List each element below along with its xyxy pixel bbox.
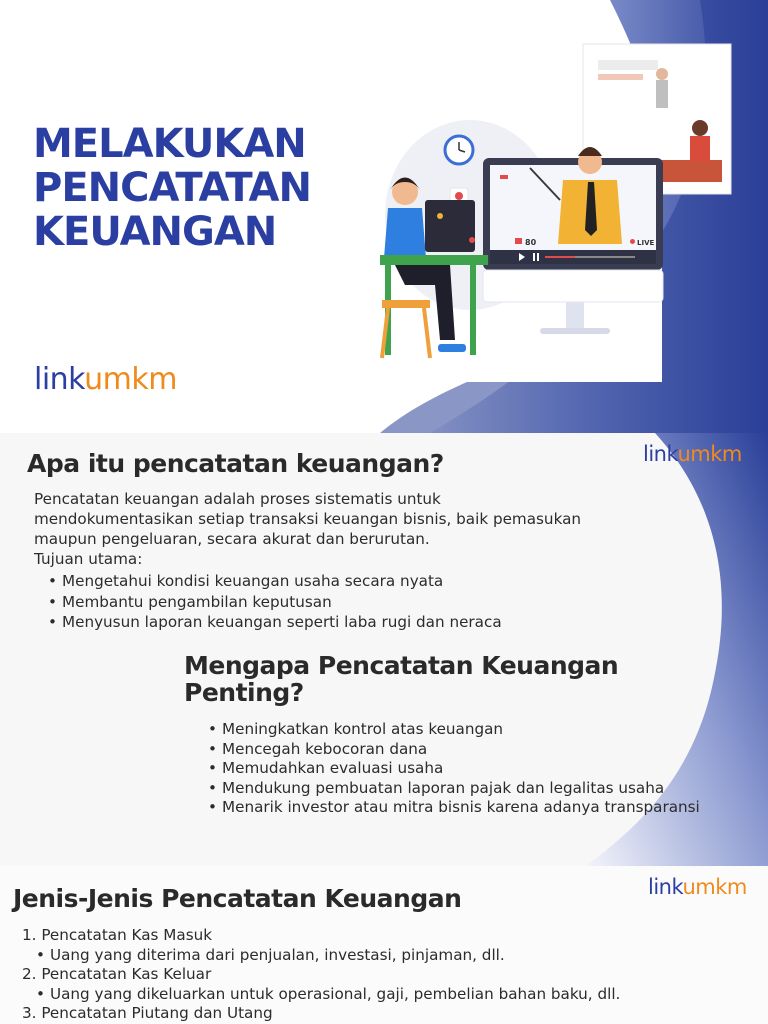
list-item: • Meningkatkan kontrol atas keuangan	[208, 720, 700, 740]
desk-leg	[470, 265, 476, 355]
list-item: 3. Pencatatan Piutang dan Utang	[22, 1004, 273, 1023]
logo-text-umkm: umkm	[682, 875, 747, 899]
list-item: • Mendukung pembuatan laporan pajak dan legalitas usaha	[208, 779, 700, 799]
slide-cover	[0, 0, 768, 433]
paragraph-line: mendokumentasikan setiap transaksi keuangan bisnis, baik pemasukan	[34, 510, 582, 528]
viewer-count: 80	[525, 238, 537, 247]
laptop	[425, 200, 475, 252]
record-indicator	[500, 175, 508, 179]
photo-student-head	[692, 120, 708, 136]
list-subitem: • Uang yang diterima dari penjualan, investasi, pinjaman, dll.	[22, 946, 620, 966]
cover-title-line: PENCATATAN	[33, 165, 311, 211]
heading-why-important	[184, 652, 654, 706]
logo-text-umkm: umkm	[677, 442, 742, 466]
logo-text-link: link	[643, 442, 678, 466]
photo-teacher-body	[656, 80, 668, 108]
list-item: • Memudahkan evaluasi usaha	[208, 759, 700, 779]
linkumkm-logo	[648, 875, 747, 899]
paragraph-line: Tujuan utama:	[34, 550, 143, 568]
heading-what-is: Apa itu pencatatan keuangan?	[27, 449, 444, 478]
heart-icon	[455, 192, 463, 200]
student-shoe	[438, 344, 466, 352]
list-item: 2. Pencatatan Kas Keluar	[22, 965, 212, 984]
monitor-base	[540, 328, 610, 334]
logo-text-link: link	[648, 875, 683, 899]
desk-top	[380, 255, 488, 265]
goals-list	[48, 571, 502, 633]
pause-icon	[533, 253, 535, 261]
list-item: • Menarik investor atau mitra bisnis karena adanya transparansi	[208, 798, 700, 818]
photo-teacher-head	[656, 68, 668, 80]
laptop-heart-icon	[469, 237, 475, 243]
list-item: • Mencegah kebocoran dana	[208, 740, 700, 760]
photo-board-line	[598, 74, 643, 80]
viewers-icon	[515, 238, 522, 244]
live-dot-icon	[630, 239, 635, 244]
laptop-sticker	[437, 213, 443, 219]
logo-text-link: link	[34, 362, 85, 397]
cover-title-line: MELAKUKAN	[33, 121, 306, 167]
list-item: • Membantu pengambilan keputusan	[48, 592, 502, 613]
definition-paragraph	[34, 489, 654, 569]
heading-line: Mengapa Pencatatan Keuangan	[184, 651, 619, 680]
chair-seat	[382, 300, 430, 308]
pause-icon	[537, 253, 539, 261]
cover-title	[33, 122, 353, 254]
list-subitem: • Uang yang dikeluarkan untuk operasional, gaji, pembelian bahan baku, dll.	[22, 985, 620, 1005]
benefits-list	[208, 720, 700, 818]
heading-types: Jenis-Jenis Pencatatan Keuangan	[13, 884, 462, 913]
linkumkm-logo	[643, 442, 742, 466]
photo-student-body	[690, 136, 710, 162]
photo-board-line	[598, 60, 658, 70]
monitor-stand	[566, 300, 584, 330]
logo-text-umkm: umkm	[84, 362, 177, 397]
student-shirt	[384, 208, 426, 258]
live-label: LIVE	[637, 239, 655, 247]
heading-line: Penting?	[184, 678, 304, 707]
list-item: 1. Pencatatan Kas Masuk	[22, 926, 213, 944]
cover-title-line: KEUANGAN	[33, 209, 277, 255]
list-item: • Menyusun laporan keuangan seperti laba rugi dan neraca	[48, 612, 502, 633]
paragraph-line: Pencatatan keuangan adalah proses sistematis untuk	[34, 490, 441, 508]
paragraph-line: maupun pengeluaran, secara akurat dan berurutan.	[34, 530, 430, 548]
video-progress-fill	[545, 256, 575, 258]
linkumkm-logo	[34, 362, 177, 397]
types-list	[22, 926, 620, 1024]
monitor-bezel	[483, 270, 663, 302]
list-item: • Mengetahui kondisi keuangan usaha secara nyata	[48, 571, 502, 592]
